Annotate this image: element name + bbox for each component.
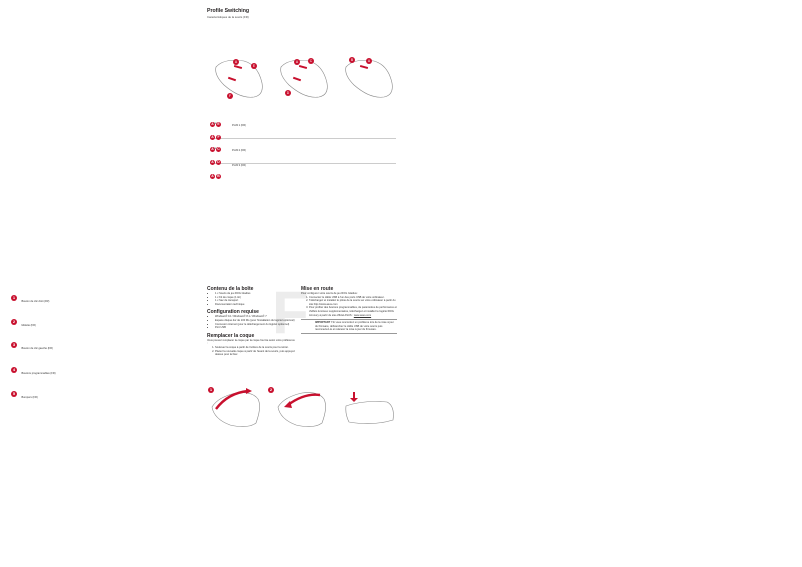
- shell-press-illustration: [343, 390, 398, 428]
- step-badge: 2: [269, 386, 273, 392]
- feature-item: 3 Bouton de clic gauche (FR): [12, 341, 53, 350]
- feature-item: 4 Boutons programmables (FR): [12, 366, 56, 375]
- requirements-heading: Configuration requise: [207, 309, 259, 316]
- svg-text:E: E: [252, 64, 256, 69]
- feature-item: 5 Bumpers (FR): [12, 390, 38, 399]
- feature-item: 1 Bouton de clic droit (FR): [12, 294, 50, 303]
- page-subtitle: Caractéristiques de la souris (FR): [207, 15, 249, 19]
- left-text-column: Contenu de la boîte • 1 x Souris de jeu ROG Gladius • 1 x Kit de coque (1 kit) • 1 x Sac de transport • Documentation technique Configuration requise • Windows® 10 / Windows® 8.1 / Windows® 7 • Espace disque dur de 100 Mo (pour l'installation du logiciel optionnel) • Connexion internet (pour le téléchargement du logiciel optionnel) • Port USB Remplacer la coque Vous pouvez remplacer la coque par la coque fournie selon votre préférence : 1. Soulevez la coque à partir de l'arrière de la souris pour la retirer. 2. Placez la nouvelle coque à partir de l'avant de la souris, puis appuyez dessus pour la fixer.: [207, 286, 295, 357]
- svg-text:A: A: [367, 59, 371, 64]
- svg-text:B: B: [350, 58, 354, 63]
- important-note: IMPORTANT ! Si vous rencontrez un problème lors de la mise à jour du firmware, débranchez le câble USB de votre souris puis reconnectez-le et relancez la mise à jour du firmware.: [301, 319, 397, 334]
- mouse-diagram-1: [210, 55, 270, 100]
- language-watermark: F: [272, 279, 309, 346]
- replace-shell-heading: Remplacer la coque: [207, 332, 255, 339]
- page-title: Profile Switching: [207, 8, 250, 14]
- requirements-list: • Windows® 10 / Windows® 8.1 / Windows® 7 • Espace disque dur de 100 Mo (pour l'installation du logiciel optionnel) • Connexion internet (pour le téléchargement du logiciel optionnel) • Port USB: [207, 315, 295, 329]
- shell-attach-illustration: [274, 385, 332, 430]
- shell-removal-illustration: [208, 385, 266, 430]
- profile-row: A E or A F Profil 1 (FR): [211, 122, 246, 140]
- contents-list: • 1 x Souris de jeu ROG Gladius • 1 x Kit de coque (1 kit) • 1 x Sac de transport • Documentation technique: [207, 292, 295, 306]
- right-text-column: Mise en route Pour configurer votre souris de jeu ROG Gladius : 1. Connectez le câble USB à l'un des ports USB de votre ordinateur. 2. Téléchargez et installez le pilote de la souris sur votre ordinateur à partir du site http://www.asus.com 3. Pour profiter des boutons programmables, de paramètres de performance et d'effets lumineux supplémentaires, téléchargez et installez le logiciel ROG Armoury à partir du site officiel ASUS : www.asus.com IMPORTANT ! Si vous rencontrez un problème lors de la mise à jour du firmware, débranchez le câble USB de votre souris puis reconnectez-le et relancez la mise à jour du firmware.: [301, 286, 397, 334]
- divider: [210, 138, 396, 139]
- svg-text:A: A: [234, 60, 238, 65]
- getting-started-steps: 1. Connectez le câble USB à l'un des ports USB de votre ordinateur. 2. Téléchargez et installez le pilote de la souris sur votre ordinateur à partir du site http://www.asus.com 3. Pour profiter des boutons programmables, de paramètres de performance et d'effets lumineux supplémentaires, téléchargez et installez le logiciel ROG Armoury à partir du site officiel ASUS : www.asus.com: [301, 296, 397, 318]
- mouse-diagram-3: [340, 55, 400, 100]
- feature-item: 2 Molette (FR): [12, 318, 36, 327]
- svg-text:F: F: [228, 94, 232, 99]
- svg-text:D: D: [286, 91, 290, 96]
- step-badge: 1: [209, 386, 213, 392]
- asus-link[interactable]: www.asus.com: [353, 313, 372, 317]
- profile-label: Profil 2 (FR): [232, 148, 246, 152]
- svg-text:A: A: [295, 60, 299, 65]
- profile-label: Profil 1 (FR): [232, 124, 246, 127]
- profile-label: Profil 3 (FR): [232, 164, 246, 168]
- mouse-diagram-2: [275, 55, 335, 100]
- profile-row: A B Profil 3 (FR): [211, 164, 246, 179]
- contents-heading: Contenu de la boîte: [207, 286, 254, 292]
- profiles-table: [210, 116, 396, 179]
- replace-shell-steps: 1. Soulevez la coque à partir de l'arrière de la souris pour la retirer. 2. Placez la nouvelle coque à partir de l'avant de la souris, puis appuyez dessus pour la fixer.: [207, 346, 295, 357]
- profile-row: A C or A D Profil 2 (FR): [211, 146, 246, 164]
- getting-started-heading: Mise en route: [301, 286, 334, 292]
- svg-text:C: C: [309, 59, 313, 64]
